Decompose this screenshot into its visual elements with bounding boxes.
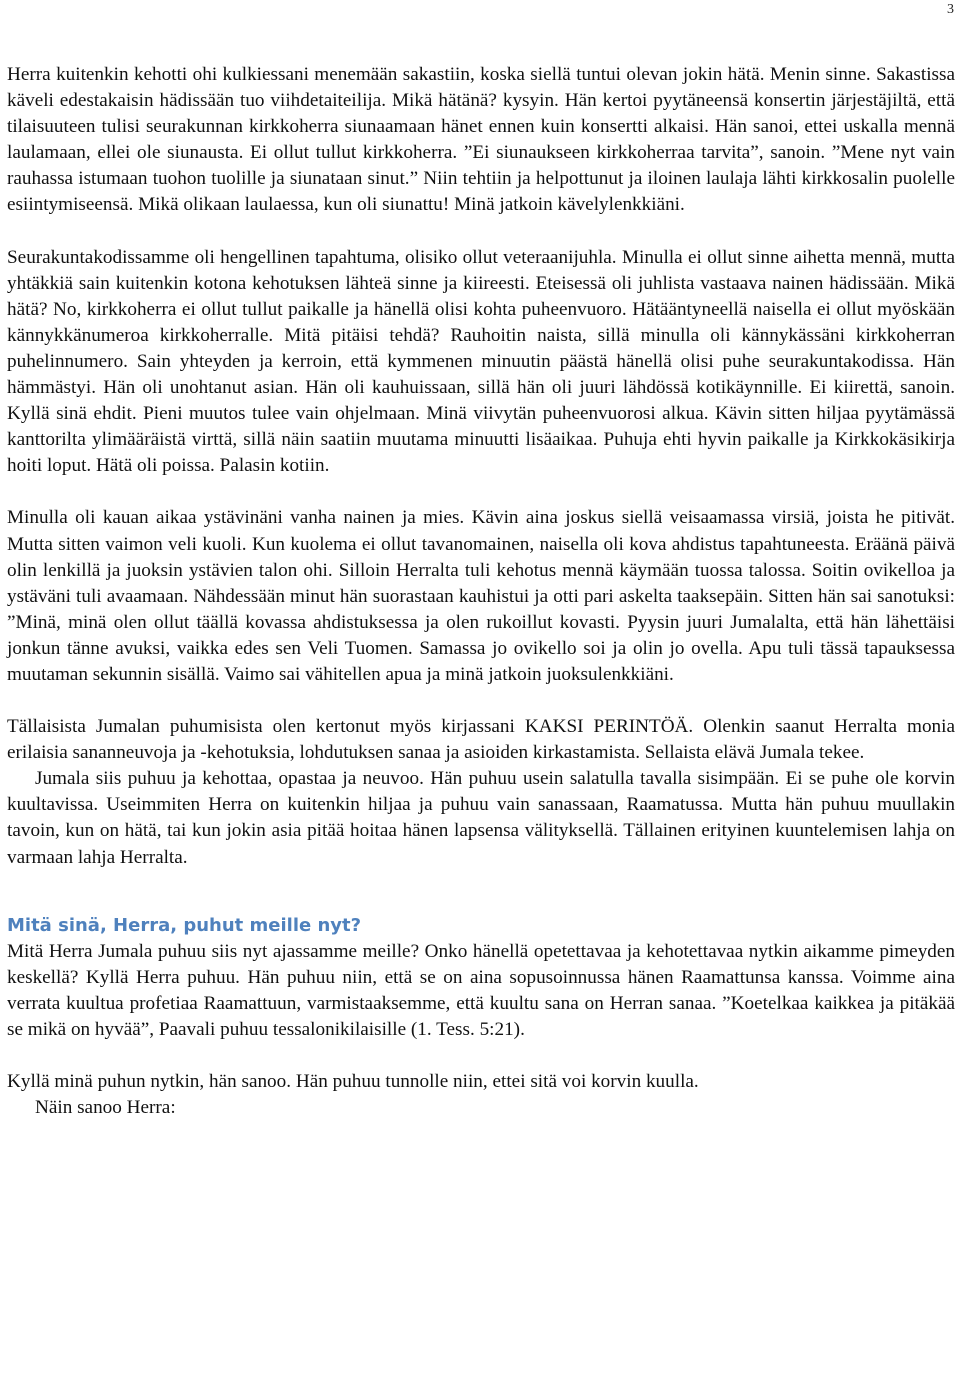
paragraph-mita-herra-puhuu: Mitä Herra Jumala puhuu siis nyt ajassamme meille? Onko hänellä opetettavaa ja kehotettavaa nytkin aikamme pimeyden keskellä? Kyllä Herra puhuu. Hän puhuu niin, että se on aina sopusoinnussa hänen Raamattunsa kanssa. Voimme aina verrata kuultua profetiaa Raamattuun, varmistaaksemme, että kuultu sana on Herran sanaa. ”Koetelkaa kaikkea ja pitäkää se mikä on hyvää”, Paavali puhuu tessalonikilaisille (1. Tess. 5:21). bbox=[7, 940, 955, 1040]
paragraph-kaksi-perintoa: Tällaisista Jumalan puhumisista olen kertonut myös kirjassani KAKSI PERINTÖÄ. Olenkin saanut Herralta monia erilaisia sananneuvoja ja -kehotuksia, lohdutuksen sanaa ja asioiden kirkastamista. Sellaista elävä Jumala tekee. bbox=[7, 716, 955, 764]
paragraph-ystavat: Minulla oli kauan aikaa ystävinäni vanha nainen ja mies. Kävin aina joskus siellä veisaamassa virsiä, joista he pitivät. Mutta sitten vaimon veli kuoli. Kun kuolema ei ollut tavanomainen, naisella oli kova ahdistus tapahtuneesta. Eräänä päivä olin lenkillä ja juoksin ystävien talon ohi. Silloin Herralta tuli kehotus mennä käymään tuossa talossa. Soitin ovikelloa ja ystäväni tuli avaamaan. Nähdessään minut hän suorastaan kauhistui ja otti pari askelta taaksepäin. Sitten hän sai sanotuksi: ”Minä, minä olen ollut täällä kovassa ahdistuksessa ja olen rukoillut kovasti. Pyysin juuri Jumalalta, että hän lähettäisi jonkun tänne avuksi, vaikka edes sen Veli Tuomen. Samassa jo ovikello soi ja olin jo ovella. Apu tuli tässä tapauksessa muutaman sekunnin sisällä. Vaimo sai vähitellen apua ja minä jatkoin juoksulenkkiäni. bbox=[7, 507, 955, 685]
paragraph-nain-sanoo-herra: Näin sanoo Herra: bbox=[35, 1097, 176, 1119]
paragraph-seurakuntakoti: Seurakuntakodissamme oli hengellinen tapahtuma, olisiko ollut veteraanijuhla. Minulla ei ollut sinne aihetta mennä, mutta yhtäkkiä sain kuitenkin kotona kehotuksen lähteä sinne ja kiireesti. Eteisessä oli juhlista vastaava nainen hädissään. Mikä hätä? No, kirkkoherra ei ollut tullut paikalle ja hänellä olisi kohta puheenvuoro. Hätääntyneellä naisella ei ollut myöskään kännykkänumeroa kirkkoherralle. Mitä pitäisi tehdä? Rauhoitin naista, sillä minulla oli kännykässäni kirkkoherran puhelinnumero. Sain yhteyden ja kerroin, että kymmenen minuutin päästä hänellä olisi puhe seurakuntakodissa. Hän hämmästyi. Hän oli unohtanut asian. Hän oli kauhuissaan, sillä hän oli juuri lähdössä kotikäynnille. Ei kiirettä, sanoin. Kyllä sinä ehdit. Pieni muutos tulee vain ohjelmaan. Minä viivytän puheenvuorosi alkua. Kävin sitten hiljaa pyytämässä kanttorilta ylimääräistä virttä, sillä näin saatiin muutama minuutti lisäaikaa. Puhuja ehti hyvin paikalle ja Kirkkokäsikirja hoiti loput. Hätä oli poissa. Palasin kotiin. bbox=[7, 246, 955, 477]
page-number: 3 bbox=[947, 2, 954, 17]
paragraph-sakasti: Herra kuitenkin kehotti ohi kulkiessani menemään sakastiin, koska siellä tuntui olevan jokin hätä. Menin sinne. Sakastissa käveli edestakaisin hädissään tuo viihdetaiteilija. Mikä hätänä? kysyin. Hän kertoi pyytäneensä konsertin järjestäjiltä, että tilaisuuteen tulisi seurakunnan kirkkoherra siunaamaan hänet ennen kuin konsertti alkaisi. Hän sanoi, ettei uskalla mennä laulamaan, ellei ole siunausta. Ei ollut tullut kirkkoherra. ”Ei siunaukseen kirkkoherraa tarvita”, sanoin. ”Mene nyt vain rauhassa istumaan tuohon tuolille ja siunataan sinut.” Niin tehtiin ja helpottunut ja iloinen laulaja lähti kirkkosalin puolelle esiintymiseensä. Mikä olikaan laulaessa, kun oli siunattu! Minä jatkoin kävelylenkkiäni. bbox=[7, 64, 955, 216]
document-body bbox=[7, 62, 955, 1121]
section-heading: Mitä sinä, Herra, puhut meille nyt? bbox=[7, 914, 362, 936]
paragraph-jumala-puhuu: Jumala siis puhuu ja kehottaa, opastaa ja neuvoo. Hän puhuu usein salatulla tavalla sisimpään. Ei se puhe ole korvin kuultavissa. Useimmiten Herra on kuitenkin hiljaa ja puhuu vain sanassaan, Raamatussa. Mutta hän puhuu muullakin tavoin, kun on hätä, tai kun jokin asia pitää hoitaa hänen lapsensa välityksellä. Tällainen erityinen kuuntelemisen lahja on varmaan lahja Herralta. bbox=[7, 768, 955, 868]
paragraph-kylla-mina-puhun: Kyllä minä puhun nytkin, hän sanoo. Hän puhuu tunnolle niin, ettei sitä voi korvin kuulla. bbox=[7, 1071, 699, 1092]
